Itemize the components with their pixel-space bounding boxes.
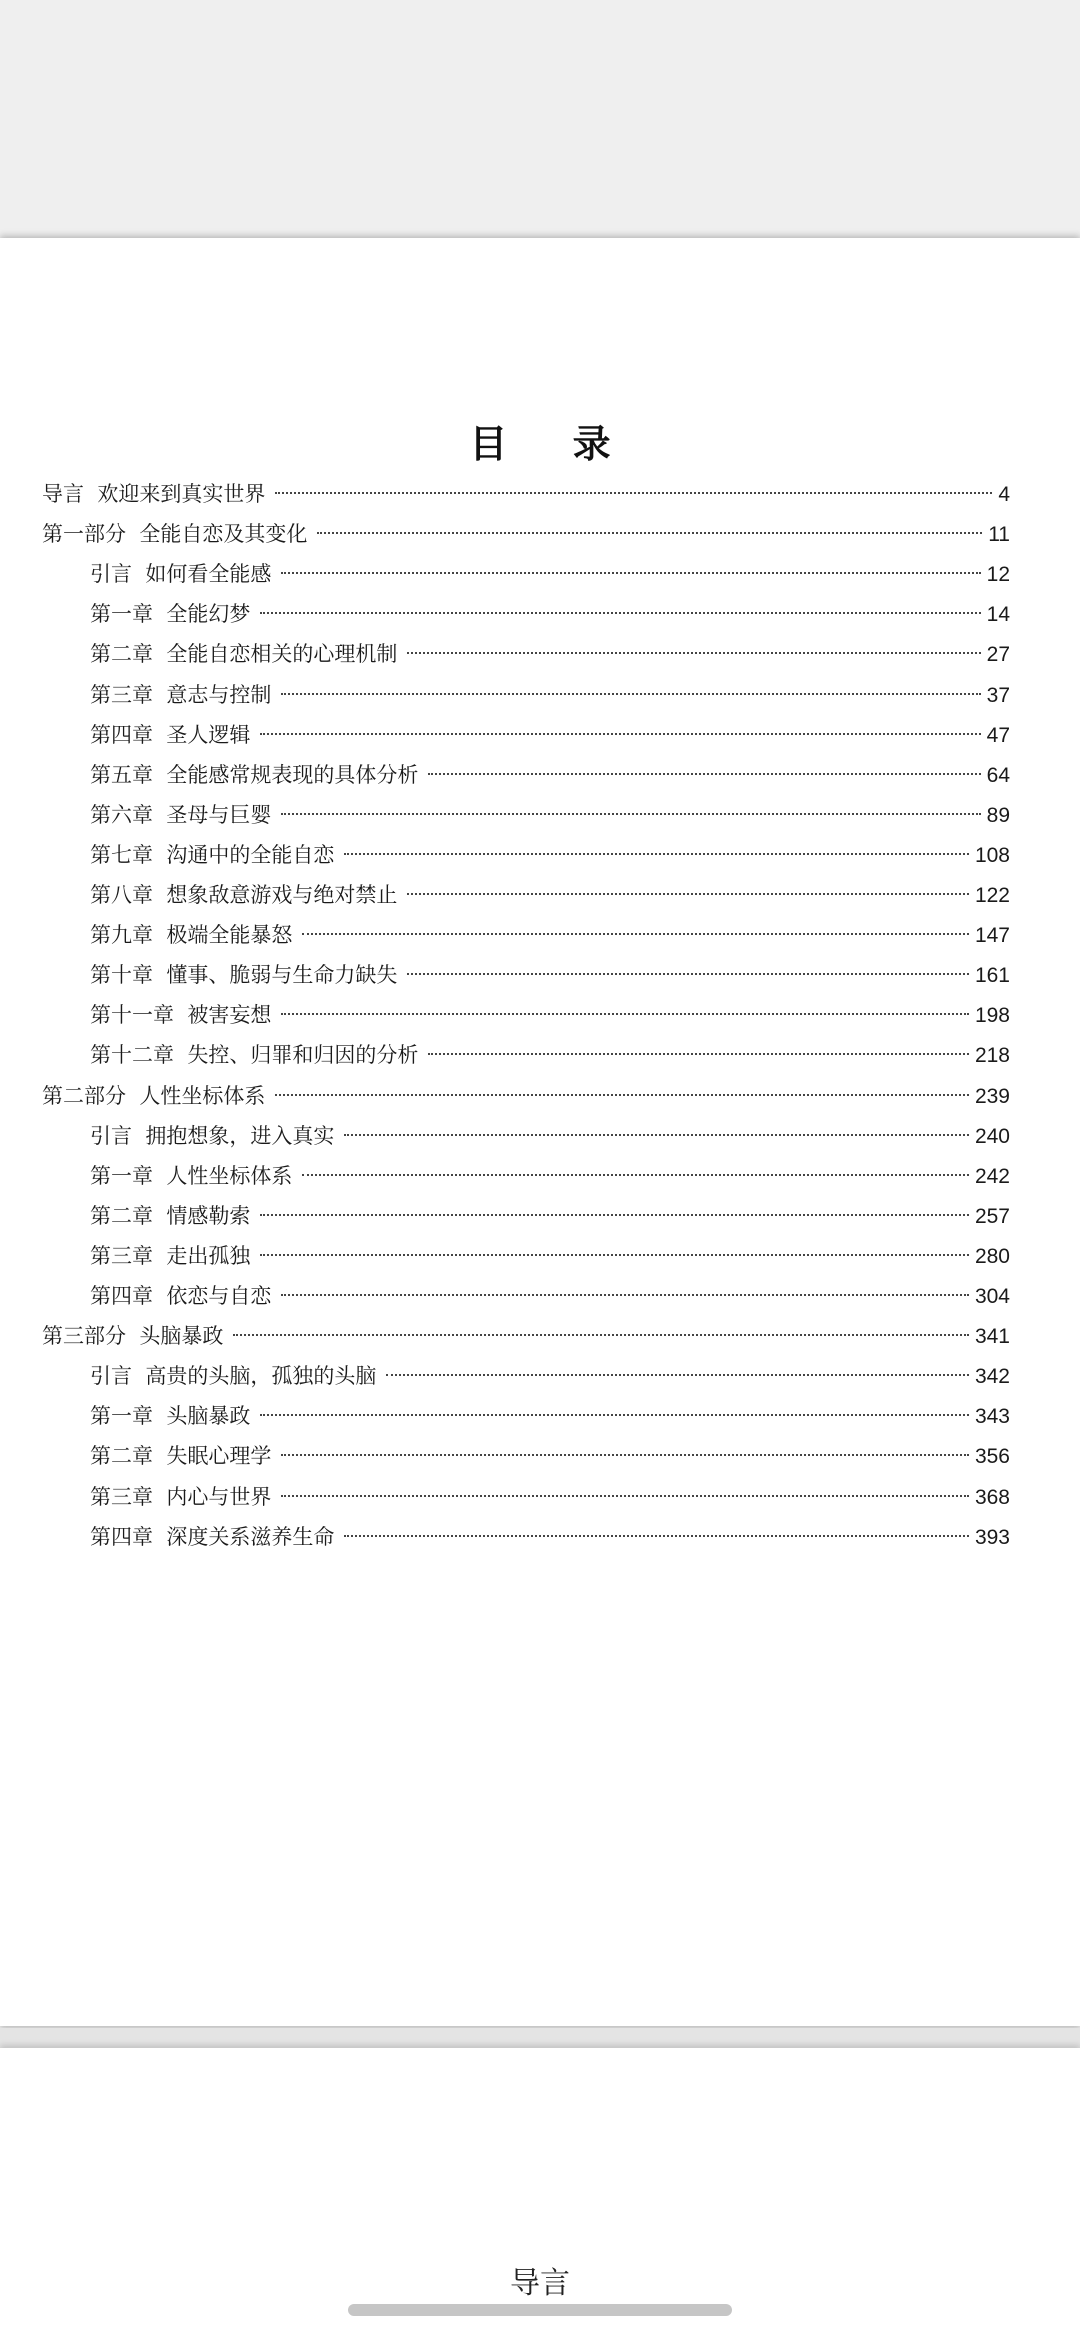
toc-entry[interactable]	[90, 795, 1010, 835]
toc-entry[interactable]	[90, 1356, 1010, 1396]
toc-title: 目 录	[469, 422, 637, 466]
toc-entry-label: 第一章 头脑暴政	[90, 1404, 251, 1429]
toc-entry-page-number: 198	[974, 1004, 1010, 1028]
toc-entry[interactable]	[90, 634, 1010, 674]
toc-entry[interactable]	[90, 1116, 1010, 1156]
toc-dot-leader	[302, 1174, 969, 1176]
toc-entry-label: 导言 欢迎来到真实世界	[42, 482, 266, 506]
toc-entry-page-number: 108	[974, 843, 1010, 867]
home-indicator[interactable]	[348, 2304, 732, 2316]
toc-dot-leader	[281, 1495, 969, 1497]
toc-entry-label: 第八章 想象敌意游戏与绝对禁止	[90, 883, 398, 907]
toc-entry[interactable]	[90, 1276, 1010, 1316]
toc-entry-page-number: 64	[986, 763, 1010, 787]
toc-dot-leader	[407, 893, 969, 895]
toc-entry-label: 第四章 深度关系滋养生命	[90, 1524, 335, 1549]
toc-entry-page-number: 239	[974, 1084, 1010, 1108]
toc-entry[interactable]	[90, 1196, 1010, 1236]
toc-entry-page-number: 12	[986, 563, 1010, 587]
toc-entry[interactable]	[42, 514, 1010, 554]
toc-entry-label: 引言 如何看全能感	[90, 562, 272, 587]
toc-entry-label: 引言 拥抱想象，进入真实	[90, 1123, 335, 1148]
toc-entry[interactable]	[42, 1076, 1010, 1116]
toc-dot-leader	[281, 1294, 969, 1296]
toc-dot-leader	[260, 1254, 969, 1256]
toc-entry-page-number: 280	[974, 1244, 1010, 1268]
toc-entry[interactable]	[90, 554, 1010, 594]
toc-dot-leader	[317, 532, 982, 534]
toc-dot-leader	[281, 1013, 969, 1015]
toc-entry-label: 第三章 走出孤独	[90, 1243, 251, 1268]
toc-dot-leader	[275, 1094, 969, 1096]
toc-entry-page-number: 47	[986, 723, 1010, 747]
toc-entry-label: 第二部分 人性坐标体系	[42, 1083, 266, 1108]
toc-entry[interactable]	[90, 1477, 1010, 1517]
toc-entry[interactable]	[90, 1517, 1010, 1557]
toc-entry-page-number: 4	[998, 483, 1010, 506]
toc-entry-label: 第九章 极端全能暴怒	[90, 923, 293, 948]
toc-dot-leader	[260, 733, 980, 735]
toc-entry-page-number: 37	[986, 683, 1010, 707]
toc-dot-leader	[260, 1214, 969, 1216]
toc-dot-leader	[275, 492, 992, 494]
toc-entry[interactable]	[90, 875, 1010, 915]
toc-entry-label: 第三章 意志与控制	[90, 682, 272, 707]
toc-entry[interactable]	[90, 1035, 1010, 1075]
toc-entry-label: 第六章 圣母与巨婴	[90, 802, 272, 827]
toc-entry-page-number: 218	[974, 1044, 1010, 1068]
toc-entry[interactable]	[90, 594, 1010, 634]
toc-entry-label: 第十一章 被害妄想	[90, 1003, 272, 1028]
toc-entry-page-number: 368	[974, 1485, 1010, 1509]
toc-dot-leader	[233, 1334, 969, 1336]
toc-dot-leader	[344, 853, 969, 855]
toc-dot-leader	[281, 572, 980, 574]
toc-entry-page-number: 356	[974, 1445, 1010, 1469]
toc-dot-leader	[407, 973, 969, 975]
toc-entry-label: 第二章 失眠心理学	[90, 1444, 272, 1469]
toc-entry-label: 第三章 内心与世界	[90, 1484, 272, 1509]
toc-dot-leader	[260, 1414, 969, 1416]
toc-entry-label: 引言 高贵的头脑，孤独的头脑	[90, 1364, 377, 1389]
toc-entry-label: 第一章 全能幻梦	[90, 602, 251, 627]
toc-entry-page-number: 343	[974, 1405, 1010, 1429]
toc-entry-label: 第七章 沟通中的全能自恋	[90, 842, 335, 867]
page-separator	[0, 2028, 1080, 2048]
toc-entry-page-number: 147	[974, 924, 1010, 948]
toc-dot-leader	[344, 1134, 969, 1136]
next-page[interactable]	[0, 2048, 1080, 2338]
toc-dot-leader	[302, 933, 969, 935]
toc-entry-page-number: 89	[986, 803, 1010, 827]
toc-dot-leader	[344, 1535, 969, 1537]
toc-entry-label: 第四章 圣人逻辑	[90, 722, 251, 747]
toc-dot-leader	[281, 813, 980, 815]
toc-entry-label: 第三部分 头脑暴政	[42, 1324, 224, 1349]
toc-entry[interactable]	[42, 1316, 1010, 1356]
toc-entry-page-number: 242	[974, 1164, 1010, 1188]
toc-entry[interactable]	[42, 474, 1010, 514]
toc-entry[interactable]	[90, 1436, 1010, 1476]
toc-entry[interactable]	[90, 1156, 1010, 1196]
toc-entry-page-number: 304	[974, 1285, 1010, 1308]
toc-dot-leader	[281, 1454, 969, 1456]
toc-entry[interactable]	[90, 1236, 1010, 1276]
toc-entry-label: 第四章 依恋与自恋	[90, 1284, 272, 1308]
next-page-heading: 导言	[510, 2266, 570, 2301]
toc-entry-page-number: 257	[974, 1204, 1010, 1228]
toc-entry-label: 第五章 全能感常规表现的具体分析	[90, 762, 419, 787]
toc-entry-page-number: 14	[986, 603, 1010, 627]
toc-entry-label: 第二章 全能自恋相关的心理机制	[90, 642, 398, 667]
toc-entry[interactable]	[90, 835, 1010, 875]
toc-entry[interactable]	[90, 675, 1010, 715]
toc-dot-leader	[407, 652, 980, 654]
toc-page[interactable]	[0, 238, 1080, 2026]
toc-entry-label: 第十二章 失控、归罪和归因的分析	[90, 1043, 419, 1068]
toc-entry-label: 第一章 人性坐标体系	[90, 1163, 293, 1188]
toc-entry[interactable]	[90, 755, 1010, 795]
toc-entry[interactable]	[90, 955, 1010, 995]
toc-dot-leader	[281, 693, 980, 695]
toc-entry-page-number: 393	[974, 1525, 1010, 1549]
toc-entry-page-number: 122	[974, 884, 1010, 907]
toc-entry[interactable]	[90, 1396, 1010, 1436]
toc-entry-label: 第一部分 全能自恋及其变化	[42, 522, 308, 547]
toc-entry-page-number: 342	[974, 1365, 1010, 1389]
toc-entry[interactable]	[90, 995, 1010, 1035]
toc-entry-page-number: 27	[986, 643, 1010, 667]
toc-entry[interactable]	[90, 715, 1010, 755]
viewer-background-top	[0, 0, 1080, 236]
toc-entry-page-number: 341	[974, 1325, 1010, 1349]
toc-entry-page-number: 240	[974, 1124, 1010, 1148]
toc-dot-leader	[428, 1053, 969, 1055]
toc-entry-page-number: 161	[974, 964, 1010, 988]
toc-dot-leader	[386, 1374, 969, 1376]
toc-entry-label: 第十章 懂事、脆弱与生命力缺失	[90, 963, 398, 988]
toc-dot-leader	[260, 612, 980, 614]
toc-entry[interactable]	[90, 915, 1010, 955]
toc-entry-label: 第二章 情感勒索	[90, 1203, 251, 1228]
toc-entry-page-number: 11	[988, 523, 1010, 547]
toc-dot-leader	[428, 773, 980, 775]
